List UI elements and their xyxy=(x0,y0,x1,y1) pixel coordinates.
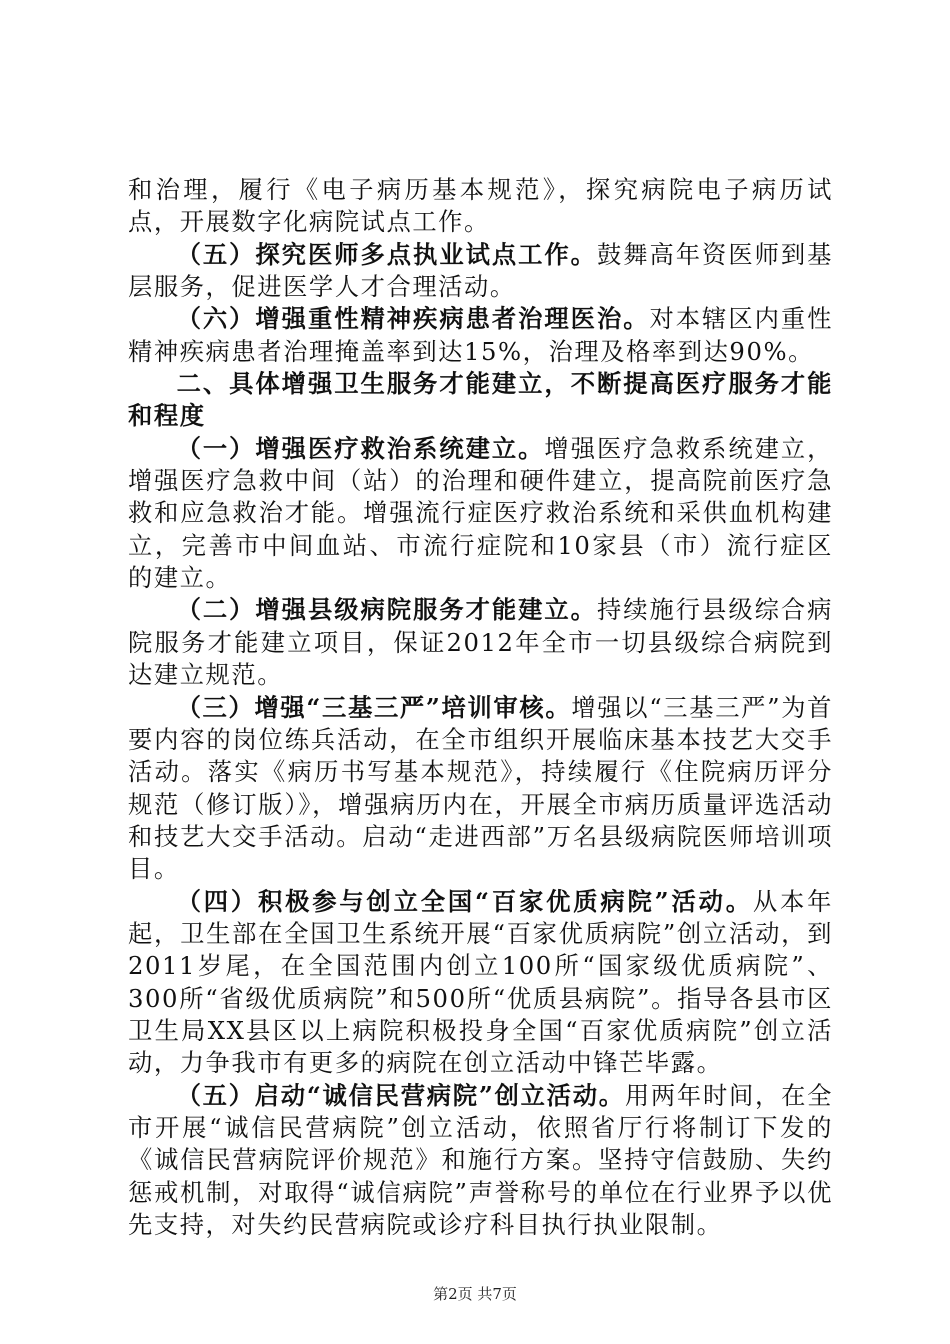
section-2-item-training xyxy=(128,692,833,886)
page-number-footer: 第2页 共7页 xyxy=(433,1285,517,1303)
item-text: 持续施行县级综合病院服务才能建立项目，保证2012年全市一切县级综合病院到达建立规范。 xyxy=(128,595,833,690)
paragraph-text: 和治理，履行《电子病历基本规范》，探究病院电子病历试点，开展数字化病院试点工作。 xyxy=(128,175,833,237)
section-2-item-county-hospital xyxy=(128,594,833,691)
item-text: 增强以“三基三严”为首要内容的岗位练兵活动，在全市组织开展临床基本技艺大交手活动。落实《病历书写基本规范》，持续履行《住院病历评分规范（修订版）》，增强病历内在，开展全市病历质量评选活动和技艺大交手活动。启动“走进西部”万名县级病院医师培训项目。 xyxy=(128,692,833,884)
item-heading: （一）增强医疗救治系统建立。 xyxy=(176,433,545,463)
item-heading: （五）启动“诚信民营病院”创立活动。 xyxy=(176,1080,625,1110)
paragraph-heading: （六）增强重性精神疾病患者治理医治。 xyxy=(176,304,650,334)
item-heading: （四）积极参与创立全国“百家优质病院”活动。 xyxy=(176,886,753,916)
section-2-item-quality-hospitals xyxy=(128,886,833,1080)
section-2-item-private-hospitals xyxy=(128,1080,833,1242)
paragraph-text: 对本辖区内重性精神疾病患者治理掩盖率到达15%，治理及格率到达90%。 xyxy=(128,304,833,366)
item-heading: （三）增强“三基三严”培训审核。 xyxy=(176,692,572,722)
paragraph-heading: （五）探究医师多点执业试点工作。 xyxy=(176,239,597,269)
paragraph-text: 鼓舞高年资医师到基层服务，促进医学人才合理活动。 xyxy=(128,239,833,302)
item-text: 用两年时间，在全市开展“诚信民营病院”创立活动，依照省厅行将制订下发的《诚信民营病院评价规范》和施行方案。坚持守信鼓励、失约惩戒机制，对取得“诚信病院”声誉称号的单位在行业界予以优先支持，对失约民营病院或诊疗科目执行执业限制。 xyxy=(128,1080,833,1239)
item-heading: （二）增强县级病院服务才能建立。 xyxy=(176,595,597,625)
paragraph-continuation xyxy=(128,174,833,239)
item-text: 增强医疗急救系统建立，增强医疗急救中间（站）的治理和硬件建立，提高院前医疗急救和应急救治才能。增强流行症医疗救治系统和采供血机构建立，完善市中间血站、市流行症院和10家县（市）流行症区的建立。 xyxy=(128,433,833,593)
section-2-item-emergency xyxy=(128,433,833,595)
paragraph-mental-illness xyxy=(128,303,833,368)
paragraph-doctor-multi-practice xyxy=(128,239,833,304)
item-text: 从本年起，卫生部在全国卫生系统开展“百家优质病院”创立活动，到2011岁尾，在全国范围内创立100所“国家级优质病院”、300所“省级优质病院”和500所“优质县病院”。指导各县市区卫生局XX县区以上病院积极投身全国“百家优质病院”创立活动，力争我市有更多的病院在创立活动中锋芒毕露。 xyxy=(128,886,833,1078)
document-page xyxy=(128,174,833,1241)
section-2-title: 二、具体增强卫生服务才能建立，不断提高医疗服务才能和程度 xyxy=(128,369,833,431)
